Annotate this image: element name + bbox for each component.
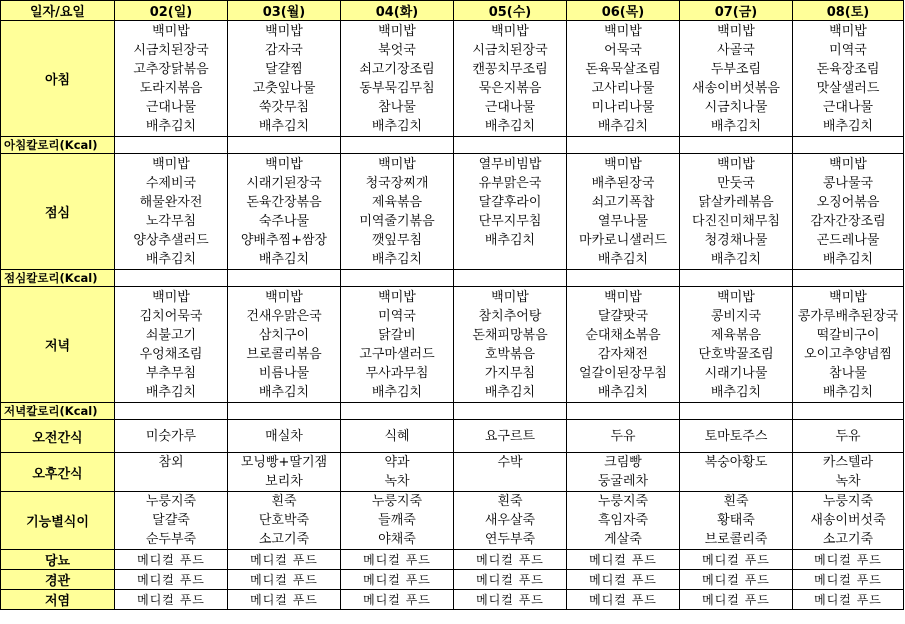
menu-item: 건새우맑은국 xyxy=(246,308,322,324)
calorie-cell xyxy=(228,137,341,154)
snack-item: 약과 xyxy=(384,455,410,470)
calorie-row xyxy=(1,137,904,154)
menu-item: 배추김치 xyxy=(822,251,874,267)
functional-item: 황태죽 xyxy=(717,513,755,528)
functional-item: 순두부죽 xyxy=(145,532,197,547)
snack-item: 크림빵 xyxy=(604,455,642,470)
menu-cell xyxy=(567,287,680,403)
snack-cell xyxy=(793,453,904,492)
menu-item: 미역줄기볶음 xyxy=(359,213,435,229)
functional-label: 기능별식이 xyxy=(1,492,115,550)
menu-item: 미역국 xyxy=(829,42,867,58)
snack-item xyxy=(454,472,566,491)
functional-row xyxy=(1,492,904,550)
diet-label: 당뇨 xyxy=(1,550,115,570)
calorie-cell xyxy=(567,137,680,154)
menu-item: 배추김치 xyxy=(597,118,649,134)
menu-item: 쑥갓무침 xyxy=(258,99,310,115)
diet-cell: 메디컬 푸드 xyxy=(115,570,228,590)
menu-cell xyxy=(454,287,567,403)
diet-cell: 메디컬 푸드 xyxy=(567,550,680,570)
menu-item: 새송이버섯볶음 xyxy=(692,80,780,96)
menu-item: 시래기나물 xyxy=(704,365,768,381)
calorie-row xyxy=(1,403,904,420)
snack-item: 참외 xyxy=(158,455,184,470)
diet-cell: 메디컬 푸드 xyxy=(454,570,567,590)
menu-item: 배추김치 xyxy=(258,118,310,134)
menu-item: 달걀팟국 xyxy=(597,308,649,324)
snack-cell xyxy=(341,420,454,453)
menu-cell xyxy=(341,21,454,137)
snack-cell xyxy=(115,420,228,453)
menu-item: 고추장닭볶음 xyxy=(133,61,209,77)
menu-item: 제육볶음 xyxy=(371,194,423,210)
diet-cell: 메디컬 푸드 xyxy=(228,590,341,610)
menu-item xyxy=(454,250,566,269)
menu-item: 백미밥 xyxy=(152,289,190,305)
menu-item: 배추김치 xyxy=(484,118,536,134)
functional-cell xyxy=(567,492,680,550)
meal-label: 저녁 xyxy=(1,287,115,403)
menu-item: 얼갈이된장무침 xyxy=(579,365,667,381)
calorie-cell xyxy=(567,403,680,420)
menu-item: 배추김치 xyxy=(145,384,197,400)
menu-item: 근대나물 xyxy=(145,99,197,115)
corner-header: 일자/요일 xyxy=(1,1,115,21)
snack-item: 매실차 xyxy=(265,428,303,444)
menu-item: 맛살샐러드 xyxy=(816,80,880,96)
diet-row xyxy=(1,570,904,590)
snack-cell xyxy=(793,420,904,453)
menu-item: 깻잎무침 xyxy=(371,232,423,248)
calorie-cell xyxy=(680,137,793,154)
diet-cell: 메디컬 푸드 xyxy=(341,590,454,610)
diet-cell: 메디컬 푸드 xyxy=(680,590,793,610)
menu-item: 시금치나물 xyxy=(704,99,768,115)
menu-item: 청국장찌개 xyxy=(365,175,429,191)
snack-item: 둥굴레차 xyxy=(597,474,649,489)
functional-item: 단호박죽 xyxy=(258,513,310,528)
menu-cell xyxy=(454,21,567,137)
menu-item: 콩비지국 xyxy=(710,308,762,324)
day-header: 08(토) xyxy=(793,1,904,21)
menu-item: 배추김치 xyxy=(371,251,423,267)
menu-item: 배추김치 xyxy=(258,384,310,400)
calorie-cell xyxy=(228,403,341,420)
calorie-label: 점심칼로리(Kcal) xyxy=(1,270,115,287)
menu-item: 배추김치 xyxy=(710,251,762,267)
diet-cell: 메디컬 푸드 xyxy=(680,570,793,590)
menu-item: 배추김치 xyxy=(484,384,536,400)
menu-item: 캔꽁치무조림 xyxy=(472,61,548,77)
menu-item: 유부맑은국 xyxy=(478,175,542,191)
menu-item: 백미밥 xyxy=(829,289,867,305)
calorie-cell xyxy=(228,270,341,287)
diet-cell: 메디컬 푸드 xyxy=(680,550,793,570)
snack-row xyxy=(1,420,904,453)
snack-item xyxy=(680,472,792,491)
calorie-cell xyxy=(454,403,567,420)
menu-item: 오징어볶음 xyxy=(816,194,880,210)
menu-item: 돈채피망볶음 xyxy=(472,327,548,343)
meal-label: 아침 xyxy=(1,21,115,137)
menu-item: 백미밥 xyxy=(829,156,867,172)
menu-item: 백미밥 xyxy=(378,23,416,39)
snack-item: 수박 xyxy=(497,455,523,470)
menu-item: 다진진미채무침 xyxy=(692,213,780,229)
menu-item: 근대나물 xyxy=(484,99,536,115)
menu-item: 감자간장조림 xyxy=(810,213,886,229)
menu-item: 백미밥 xyxy=(378,289,416,305)
menu-cell xyxy=(228,21,341,137)
snack-item: 복숭아황도 xyxy=(704,455,768,470)
snack-cell xyxy=(567,453,680,492)
functional-item: 야채죽 xyxy=(378,532,416,547)
menu-item: 우엉채조림 xyxy=(139,346,203,362)
calorie-label: 저녁칼로리(Kcal) xyxy=(1,403,115,420)
menu-item: 백미밥 xyxy=(265,156,303,172)
menu-item: 양상추샐러드 xyxy=(133,232,209,248)
snack-item: 녹차 xyxy=(384,474,410,489)
menu-item: 콩나물국 xyxy=(822,175,874,191)
menu-cell xyxy=(341,154,454,270)
menu-item: 백미밥 xyxy=(717,289,755,305)
menu-item: 노각무침 xyxy=(145,213,197,229)
calorie-cell xyxy=(567,270,680,287)
menu-item: 달걀찜 xyxy=(265,61,303,77)
menu-item: 백미밥 xyxy=(717,23,755,39)
functional-item: 소고기죽 xyxy=(822,532,874,547)
snack-label: 오전간식 xyxy=(1,420,115,453)
menu-cell xyxy=(454,154,567,270)
diet-cell: 메디컬 푸드 xyxy=(454,590,567,610)
diet-cell: 메디컬 푸드 xyxy=(341,570,454,590)
functional-cell xyxy=(228,492,341,550)
calorie-cell xyxy=(115,137,228,154)
menu-item: 삼치구이 xyxy=(258,327,310,343)
day-header: 03(월) xyxy=(228,1,341,21)
menu-item: 무사과무침 xyxy=(365,365,429,381)
menu-item: 닭살카레볶음 xyxy=(698,194,774,210)
functional-item: 누룽지죽 xyxy=(597,494,649,509)
snack-item: 요구르트 xyxy=(484,428,536,444)
snack-item: 두유 xyxy=(610,428,636,444)
diet-cell: 메디컬 푸드 xyxy=(228,570,341,590)
menu-item: 단무지무침 xyxy=(478,213,542,229)
diet-cell: 메디컬 푸드 xyxy=(341,550,454,570)
menu-item: 미역국 xyxy=(378,308,416,324)
diet-cell: 메디컬 푸드 xyxy=(793,550,904,570)
menu-cell xyxy=(567,154,680,270)
menu-item: 배추김치 xyxy=(371,384,423,400)
menu-item: 제육볶음 xyxy=(710,327,762,343)
menu-item: 배추김치 xyxy=(484,232,536,248)
functional-item: 누룽지죽 xyxy=(822,494,874,509)
menu-item: 김치어묵국 xyxy=(139,308,203,324)
menu-cell xyxy=(793,287,904,403)
calorie-cell xyxy=(341,137,454,154)
calorie-cell xyxy=(115,403,228,420)
functional-item: 새우살죽 xyxy=(484,513,536,528)
menu-item: 돈육장조림 xyxy=(816,61,880,77)
menu-item: 미나리나물 xyxy=(591,99,655,115)
menu-item: 백미밥 xyxy=(604,289,642,305)
day-header: 07(금) xyxy=(680,1,793,21)
menu-item: 부추무침 xyxy=(145,365,197,381)
menu-item: 시금치된장국 xyxy=(472,42,548,58)
menu-item: 쇠불고기 xyxy=(145,327,197,343)
functional-item: 달걀죽 xyxy=(152,513,190,528)
menu-cell xyxy=(793,21,904,137)
snack-item: 카스텔라 xyxy=(822,455,874,470)
snack-item xyxy=(115,472,227,491)
menu-item: 백미밥 xyxy=(604,23,642,39)
snack-cell xyxy=(454,453,567,492)
menu-item: 백미밥 xyxy=(491,289,529,305)
menu-item: 배추김치 xyxy=(597,384,649,400)
diet-label: 저염 xyxy=(1,590,115,610)
menu-item: 달걀후라이 xyxy=(478,194,542,210)
functional-item: 새송이버섯죽 xyxy=(810,513,886,528)
calorie-row xyxy=(1,270,904,287)
functional-item: 브로콜리죽 xyxy=(704,532,768,547)
menu-cell xyxy=(115,154,228,270)
functional-cell xyxy=(680,492,793,550)
menu-cell xyxy=(115,287,228,403)
functional-cell xyxy=(454,492,567,550)
diet-cell: 메디컬 푸드 xyxy=(228,550,341,570)
menu-item: 떡갈비구이 xyxy=(816,327,880,343)
menu-item: 마카로니샐러드 xyxy=(579,232,667,248)
diet-cell: 메디컬 푸드 xyxy=(115,550,228,570)
menu-item: 고사리나물 xyxy=(591,80,655,96)
snack-cell xyxy=(680,453,793,492)
menu-item: 백미밥 xyxy=(829,23,867,39)
menu-item: 백미밥 xyxy=(265,23,303,39)
menu-item: 동부묵김무침 xyxy=(359,80,435,96)
snack-item: 모닝빵+딸기잼 xyxy=(240,455,328,470)
menu-item: 참치추어탕 xyxy=(478,308,542,324)
menu-item: 돈육묵살조림 xyxy=(585,61,661,77)
menu-item: 배추김치 xyxy=(710,384,762,400)
menu-item: 고구마샐러드 xyxy=(359,346,435,362)
menu-item: 백미밥 xyxy=(491,23,529,39)
functional-cell xyxy=(115,492,228,550)
diet-cell: 메디컬 푸드 xyxy=(793,590,904,610)
functional-item: 연두부죽 xyxy=(484,532,536,547)
menu-item: 닭갈비 xyxy=(378,327,416,343)
functional-cell xyxy=(341,492,454,550)
menu-item: 양배추찜+쌈장 xyxy=(240,232,328,248)
menu-item: 근대나물 xyxy=(822,99,874,115)
meal-row xyxy=(1,287,904,403)
calorie-cell xyxy=(454,270,567,287)
calorie-cell xyxy=(793,403,904,420)
menu-item: 비름나물 xyxy=(258,365,310,381)
menu-cell xyxy=(680,287,793,403)
menu-item: 청경채나물 xyxy=(704,232,768,248)
menu-item: 숙주나물 xyxy=(258,213,310,229)
snack-item: 토마토주스 xyxy=(704,428,768,444)
menu-cell xyxy=(680,21,793,137)
snack-cell xyxy=(228,420,341,453)
functional-item: 흰죽 xyxy=(723,494,749,509)
menu-item: 감자국 xyxy=(265,42,303,58)
diet-cell: 메디컬 푸드 xyxy=(567,590,680,610)
menu-item: 백미밥 xyxy=(152,23,190,39)
menu-item: 사골국 xyxy=(717,42,755,58)
snack-cell xyxy=(228,453,341,492)
menu-item: 참나물 xyxy=(829,365,867,381)
menu-item: 시금치된장국 xyxy=(133,42,209,58)
calorie-label: 아침칼로리(Kcal) xyxy=(1,137,115,154)
day-header: 06(목) xyxy=(567,1,680,21)
snack-cell xyxy=(341,453,454,492)
diet-row xyxy=(1,590,904,610)
menu-item: 열무비빔밥 xyxy=(478,156,542,172)
snack-item: 식혜 xyxy=(384,428,410,444)
calorie-cell xyxy=(454,137,567,154)
menu-item: 배추김치 xyxy=(371,118,423,134)
menu-item: 브로콜리볶음 xyxy=(246,346,322,362)
menu-cell xyxy=(680,154,793,270)
menu-item: 백미밥 xyxy=(378,156,416,172)
functional-item: 흑임자죽 xyxy=(597,513,649,528)
snack-cell xyxy=(454,420,567,453)
menu-item: 열무나물 xyxy=(597,213,649,229)
calorie-cell xyxy=(341,270,454,287)
day-header: 02(일) xyxy=(115,1,228,21)
menu-item: 백미밥 xyxy=(717,156,755,172)
functional-item: 소고기죽 xyxy=(258,532,310,547)
menu-item: 묵은지볶음 xyxy=(478,80,542,96)
menu-item: 배추김치 xyxy=(710,118,762,134)
menu-item: 수제비국 xyxy=(145,175,197,191)
menu-item: 배추김치 xyxy=(258,251,310,267)
snack-item: 두유 xyxy=(835,428,861,444)
menu-cell xyxy=(567,21,680,137)
menu-item: 단호박꿀조림 xyxy=(698,346,774,362)
day-header: 05(수) xyxy=(454,1,567,21)
calorie-cell xyxy=(680,270,793,287)
menu-item: 배추된장국 xyxy=(591,175,655,191)
menu-item: 어묵국 xyxy=(604,42,642,58)
functional-item: 누룽지죽 xyxy=(145,494,197,509)
calorie-cell xyxy=(341,403,454,420)
menu-item: 쇠고기장조림 xyxy=(359,61,435,77)
menu-item: 백미밥 xyxy=(265,289,303,305)
menu-item: 해물완자전 xyxy=(139,194,203,210)
menu-item: 북엇국 xyxy=(378,42,416,58)
menu-item: 배추김치 xyxy=(822,384,874,400)
menu-item: 두부조림 xyxy=(710,61,762,77)
menu-item: 배추김치 xyxy=(597,251,649,267)
functional-item: 들깨죽 xyxy=(378,513,416,528)
day-header: 04(화) xyxy=(341,1,454,21)
diet-cell: 메디컬 푸드 xyxy=(567,570,680,590)
diet-cell: 메디컬 푸드 xyxy=(454,550,567,570)
menu-cell xyxy=(341,287,454,403)
snack-item: 녹차 xyxy=(835,474,861,489)
diet-cell: 메디컬 푸드 xyxy=(115,590,228,610)
menu-cell xyxy=(793,154,904,270)
menu-cell xyxy=(228,287,341,403)
menu-item: 도라지볶음 xyxy=(139,80,203,96)
functional-item: 흰죽 xyxy=(271,494,297,509)
menu-item: 백미밥 xyxy=(604,156,642,172)
functional-item: 게살죽 xyxy=(604,532,642,547)
snack-item: 미숫가루 xyxy=(145,428,197,444)
functional-item: 흰죽 xyxy=(497,494,523,509)
menu-item: 배추김치 xyxy=(145,118,197,134)
snack-item: 보리차 xyxy=(265,474,303,489)
snack-cell xyxy=(680,420,793,453)
menu-item: 감자채전 xyxy=(597,346,649,362)
meal-row xyxy=(1,154,904,270)
menu-item: 돈육간장볶음 xyxy=(246,194,322,210)
calorie-cell xyxy=(115,270,228,287)
snack-row xyxy=(1,453,904,492)
menu-item: 만둣국 xyxy=(717,175,755,191)
diet-cell: 메디컬 푸드 xyxy=(793,570,904,590)
menu-item: 배추김치 xyxy=(822,118,874,134)
diet-row xyxy=(1,550,904,570)
meal-label: 점심 xyxy=(1,154,115,270)
menu-item: 오이고추양념찜 xyxy=(804,346,892,362)
header-row xyxy=(1,1,904,21)
menu-item: 순대채소볶음 xyxy=(585,327,661,343)
snack-label: 오후간식 xyxy=(1,453,115,492)
menu-item: 호박볶음 xyxy=(484,346,536,362)
menu-item: 고춧잎나물 xyxy=(252,80,316,96)
menu-item: 배추김치 xyxy=(145,251,197,267)
menu-cell xyxy=(115,21,228,137)
menu-item: 콩가루배추된장국 xyxy=(797,308,899,324)
menu-item: 참나물 xyxy=(378,99,416,115)
meal-row xyxy=(1,21,904,137)
snack-cell xyxy=(567,420,680,453)
functional-cell xyxy=(793,492,904,550)
diet-label: 경관 xyxy=(1,570,115,590)
menu-item: 쇠고기폭찹 xyxy=(591,194,655,210)
menu-item: 가지무침 xyxy=(484,365,536,381)
calorie-cell xyxy=(680,403,793,420)
menu-item: 곤드레나물 xyxy=(816,232,880,248)
calorie-cell xyxy=(793,270,904,287)
snack-cell xyxy=(115,453,228,492)
functional-item: 누룽지죽 xyxy=(371,494,423,509)
menu-item: 백미밥 xyxy=(152,156,190,172)
menu-item: 시래기된장국 xyxy=(246,175,322,191)
menu-cell xyxy=(228,154,341,270)
calorie-cell xyxy=(793,137,904,154)
